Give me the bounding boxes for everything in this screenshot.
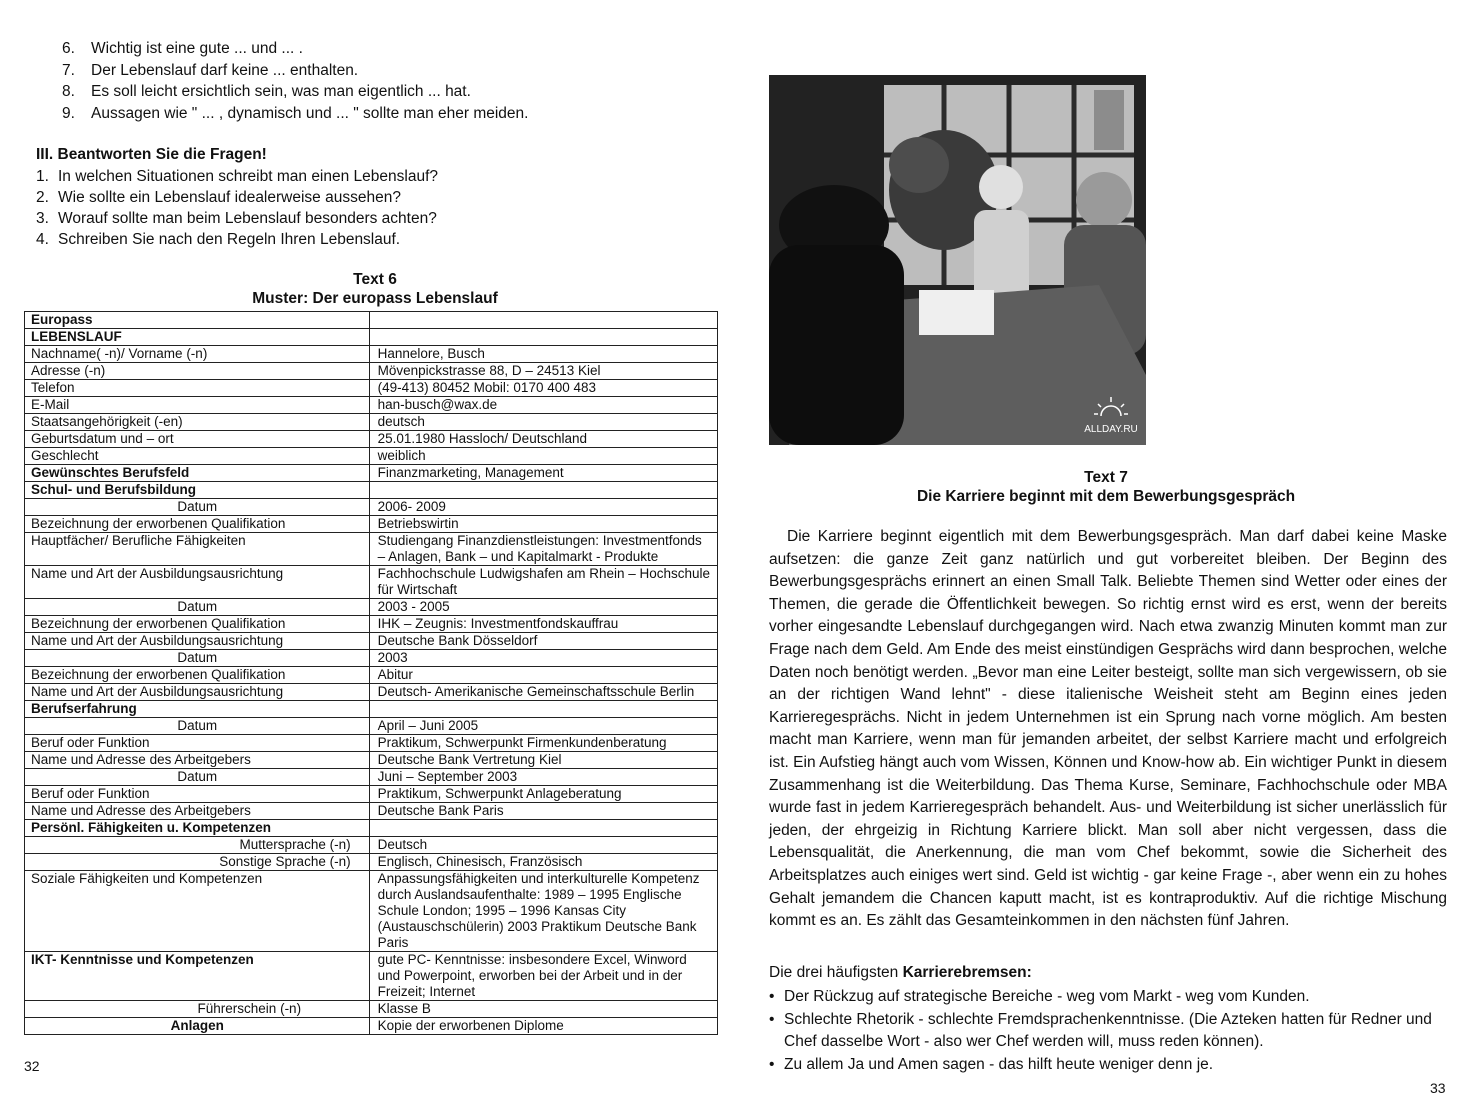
cv-value-cell: Deutsch xyxy=(369,837,717,854)
cv-label-cell: Schul- und Berufsbildung xyxy=(25,482,370,499)
cv-value-cell: Fachhochschule Ludwigshafen am Rhein – Hochschule für Wirtschaft xyxy=(369,566,717,599)
table-row xyxy=(25,854,718,871)
cv-label-cell: Berufserfahrung xyxy=(25,701,370,718)
brake-item: • Schlechte Rhetorik - schlechte Fremdsprachenkenntnisse. (Die Azteken hatten für Redner und Chef dasselbe Wort - also wer Chef werden will, muss reden können). xyxy=(769,1009,1447,1054)
cv-label-cell: E-Mail xyxy=(25,397,370,414)
text6-number: Text 6 xyxy=(353,271,397,288)
cv-value-cell: 25.01.1980 Hassloch/ Deutschland xyxy=(369,431,717,448)
cv-value-cell: Juni – September 2003 xyxy=(369,769,717,786)
cv-label-cell: Geschlecht xyxy=(25,448,370,465)
cv-label-cell: Telefon xyxy=(25,380,370,397)
cv-value-cell: Hannelore, Busch xyxy=(369,346,717,363)
exercise-text: Der Lebenslauf darf keine ... enthalten. xyxy=(91,61,359,79)
table-row xyxy=(25,482,718,499)
cv-value-cell: Deutsche Bank Paris xyxy=(369,803,717,820)
cv-label-cell: Name und Art der Ausbildungsausrichtung xyxy=(25,566,370,599)
table-row xyxy=(25,752,718,769)
cv-value-cell: April – Juni 2005 xyxy=(369,718,717,735)
exercise-number: 6. xyxy=(62,40,75,57)
brake-item: • Zu allem Ja und Amen sagen - das hilft heute weniger denn je. xyxy=(769,1054,1447,1077)
cv-value-cell xyxy=(369,329,717,346)
question-text: Worauf sollte man beim Lebenslauf besonders achten? xyxy=(58,210,437,227)
table-row xyxy=(25,1001,718,1018)
question-item xyxy=(36,166,438,187)
table-row xyxy=(25,701,718,718)
table-row xyxy=(25,312,718,329)
cv-label-cell: Gewünschtes Berufsfeld xyxy=(25,465,370,482)
table-row xyxy=(25,397,718,414)
cv-value-cell: Abitur xyxy=(369,667,717,684)
exercise-item xyxy=(62,38,528,60)
cv-label-cell: Persönl. Fähigkeiten u. Kompetenzen xyxy=(25,820,370,837)
brakes-intro xyxy=(769,964,1032,982)
brake-item: • Der Rückzug auf strategische Bereiche - weg vom Markt - weg vom Kunden. xyxy=(769,986,1447,1009)
cv-label-cell: IKT- Kenntnisse und Kompetenzen xyxy=(25,952,370,1001)
page-number-right: 33 xyxy=(1430,1080,1446,1096)
cv-label-cell: Soziale Fähigkeiten und Kompetenzen xyxy=(25,871,370,952)
cv-label-cell: Beruf oder Funktion xyxy=(25,735,370,752)
cv-label-cell: Anlagen xyxy=(25,1018,370,1035)
cv-value-cell: han-busch@wax.de xyxy=(369,397,717,414)
cv-value-cell xyxy=(369,482,717,499)
table-row xyxy=(25,650,718,667)
table-row xyxy=(25,516,718,533)
text7-body: Die Karriere beginnt eigentlich mit dem Bewerbungsgespräch. Man darf dabei keine Maske aufsetzen: die ganze Zeit ganz natürlich und gut vorbereitet bleiben. Der Beginn des Bewerbungsgesprächs erinnert an einen Small Talk. Beliebte Themen sind Wetter oder eines der Themen, die gerade die Öffentlichkeit bewegen. So richtig ernst wird es erst, wenn der bereits vorher eingesandte Lebenslauf durchgegangen wird. Nach etwa zwanzig Minuten kommt man zur Frage nach dem Geld. Am Ende des meist einstündigen Gesprächs wird dann besprochen, welche Daten noch benötigt werden. „Bevor man eine Leiter besteigt, sollte man sich vergewissern, ob sie an der richtigen Wand lehnt" - diese italienische Weisheit steht am Beginn eines jeden Karrieregesprächs. Nicht in jedem Unternehmen ist ein Sprung nach vorne möglich. Am besten macht man Karriere, wenn man für jemanden arbeitet, der selbst Karriere macht und erfolgreich ist. Ein Aufstieg hängt auch vom Wissen, Können und Know-how ab. Ein wichtiger Punkt in diesem Zusammenhang ist die Weiterbildung. Das Thema Kurse, Seminare, Fachhochschule oder MBA wurde fast in jedem Karrieregespräch behandelt. Aus- und Weiterbildung ist sicher unerlässlich für jeden, der ehrgeizig in Richtung Karriere blickt. Man soll aber nicht vergessen, dass die Lebensqualität, die Anerkennung, die man vom Chef bekommt, sowie die Sicherheit des Arbeitsplatzes auch einiges wert sind. Geld ist wichtig - gar keine Frage -, aber wenn ein zu hohes Gehalt jemandem die Chancen kaputt macht, ist es kontraproduktiv. Auf die richtige Mischung kommt es an. Es zählt das Gesamteinkommen in den nächsten fünf Jahren. xyxy=(769,528,1447,930)
table-row xyxy=(25,718,718,735)
cv-value-cell xyxy=(369,701,717,718)
cv-label-cell: Sonstige Sprache (-n) xyxy=(25,854,370,871)
question-text: In welchen Situationen schreibt man einen Lebenslauf? xyxy=(58,168,439,185)
cv-value-cell: deutsch xyxy=(369,414,717,431)
cv-label-cell: Nachname( -n)/ Vorname (-n) xyxy=(25,346,370,363)
text7-title: Die Karriere beginnt mit dem Bewerbungsgespräch xyxy=(916,488,1296,505)
exercise-item xyxy=(62,103,528,125)
table-row xyxy=(25,769,718,786)
table-row xyxy=(25,431,718,448)
cv-label-cell: Muttersprache (-n) xyxy=(25,837,370,854)
cv-label-cell: Staatsangehörigkeit (-en) xyxy=(25,414,370,431)
section-heading: III. Beantworten Sie die Fragen! xyxy=(36,146,267,163)
table-row xyxy=(25,363,718,380)
cv-value-cell: weiblich xyxy=(369,448,717,465)
cv-label-cell: Datum xyxy=(25,599,370,616)
cv-value-cell: 2003 xyxy=(369,650,717,667)
cv-label-cell: Beruf oder Funktion xyxy=(25,786,370,803)
exercise-number: 8. xyxy=(62,83,75,100)
table-row xyxy=(25,952,718,1001)
exercise-text: Es soll leicht ersichtlich sein, was man eigentlich ... hat. xyxy=(91,83,471,100)
question-text: Schreiben Sie nach den Regeln Ihren Lebenslauf. xyxy=(58,231,401,248)
cv-label-cell: Bezeichnung der erworbenen Qualifikation xyxy=(25,667,370,684)
question-number: 1. xyxy=(36,168,49,185)
photo-watermark: ALLDAY.RU xyxy=(1084,424,1138,435)
table-row xyxy=(25,566,718,599)
exercise-text: Wichtig ist eine gute ... und ... . xyxy=(91,40,303,57)
question-number: 3. xyxy=(36,210,49,227)
table-row xyxy=(25,667,718,684)
table-row xyxy=(25,1018,718,1035)
table-row xyxy=(25,414,718,431)
table-row xyxy=(25,633,718,650)
cv-label-cell: Name und Art der Ausbildungsausrichtung xyxy=(25,633,370,650)
exercise-item xyxy=(62,60,528,82)
page-number-left: 32 xyxy=(24,1058,40,1074)
right-page xyxy=(737,0,1475,1116)
table-row xyxy=(25,803,718,820)
exercise-number: 7. xyxy=(62,61,75,79)
cv-label-cell: Bezeichnung der erworbenen Qualifikation xyxy=(25,516,370,533)
table-row xyxy=(25,735,718,752)
cv-label-cell: Name und Adresse des Arbeitgebers xyxy=(25,752,370,769)
question-item xyxy=(36,187,438,208)
exercise-list xyxy=(62,38,528,124)
table-row xyxy=(25,786,718,803)
cv-label-cell: Europass xyxy=(25,312,370,329)
brakes-intro-bold: Karrierebremsen: xyxy=(902,964,1032,981)
text6-title: Muster: Der europass Lebenslauf xyxy=(252,290,498,307)
cv-label-cell: Name und Adresse des Arbeitgebers xyxy=(25,803,370,820)
cv-value-cell xyxy=(369,820,717,837)
table-row xyxy=(25,837,718,854)
cv-label-cell: LEBENSLAUF xyxy=(25,329,370,346)
cv-value-cell: 2003 - 2005 xyxy=(369,599,717,616)
table-row xyxy=(25,616,718,633)
cv-value-cell: Deutsche Bank Vertretung Kiel xyxy=(369,752,717,769)
cv-label-cell: Adresse (-n) xyxy=(25,363,370,380)
cv-value-cell xyxy=(369,312,717,329)
cv-label-cell: Datum xyxy=(25,718,370,735)
cv-value-cell: (49-413) 80452 Mobil: 0170 400 483 xyxy=(369,380,717,397)
exercise-text: Aussagen wie " ... , dynamisch und ... " sollte man eher meiden. xyxy=(91,104,529,122)
cv-label-cell: Geburtsdatum und – ort xyxy=(25,431,370,448)
cv-value-cell: Kopie der erworbenen Diplome xyxy=(369,1018,717,1035)
table-row xyxy=(25,599,718,616)
cv-value-cell: 2006- 2009 xyxy=(369,499,717,516)
question-number: 2. xyxy=(36,189,49,206)
cv-value-cell: Finanzmarketing, Management xyxy=(369,465,717,482)
cv-value-cell: gute PC- Kenntnisse: insbesondere Excel, Winword und Powerpoint, erworben bei der Arbeit und in der Freizeit; Internet xyxy=(369,952,717,1001)
text7-number: Text 7 xyxy=(1084,469,1128,486)
table-row xyxy=(25,499,718,516)
cv-label-cell: Name und Art der Ausbildungsausrichtung xyxy=(25,684,370,701)
cv-value-cell: Praktikum, Schwerpunkt Firmenkundenberatung xyxy=(369,735,717,752)
brakes-list xyxy=(769,986,1447,1076)
question-item xyxy=(36,229,438,250)
cv-value-cell: IHK – Zeugnis: Investmentfondskauffrau xyxy=(369,616,717,633)
cv-label-cell: Führerschein (-n) xyxy=(25,1001,370,1018)
cv-label-cell: Datum xyxy=(25,650,370,667)
table-row xyxy=(25,820,718,837)
brakes-intro-text: Die drei häufigsten xyxy=(769,964,899,981)
cv-value-cell: Anpassungsfähigkeiten und interkulturelle Kompetenz durch Auslandsaufenthalte: 1989 – 1995 Englische Schule London; 1995 – 1996 Kansas City (Austauschschülerin) 2003 Praktikum Deutsche Bank Paris xyxy=(369,871,717,952)
cv-label-cell: Datum xyxy=(25,499,370,516)
cv-label-cell: Datum xyxy=(25,769,370,786)
cv-value-cell: Mövenpickstrasse 88, D – 24513 Kiel xyxy=(369,363,717,380)
table-row xyxy=(25,684,718,701)
cv-value-cell: Klasse B xyxy=(369,1001,717,1018)
left-page xyxy=(0,0,735,1116)
cv-label-cell: Bezeichnung der erworbenen Qualifikation xyxy=(25,616,370,633)
table-row xyxy=(25,871,718,952)
table-row xyxy=(25,533,718,566)
office-meeting-photo xyxy=(769,75,1146,445)
photo-illustration xyxy=(769,75,1146,445)
question-list xyxy=(36,166,438,250)
cv-value-cell: Deutsche Bank Dösseldorf xyxy=(369,633,717,650)
cv-table xyxy=(24,311,718,1035)
cv-label-cell: Hauptfächer/ Berufliche Fähigkeiten xyxy=(25,533,370,566)
cv-value-cell: Praktikum, Schwerpunkt Anlageberatung xyxy=(369,786,717,803)
exercise-item xyxy=(62,81,528,103)
question-text: Wie sollte ein Lebenslauf idealerweise aussehen? xyxy=(58,189,401,206)
cv-value-cell: Deutsch- Amerikanische Gemeinschaftsschule Berlin xyxy=(369,684,717,701)
text7-heading xyxy=(737,468,1475,506)
table-row xyxy=(25,448,718,465)
cv-value-cell: Studiengang Finanzdienstleistungen: Investmentfonds – Anlagen, Bank – und Kapitalmarkt - Produkte xyxy=(369,533,717,566)
table-row xyxy=(25,346,718,363)
table-row xyxy=(25,329,718,346)
text6-heading xyxy=(30,270,720,308)
question-item xyxy=(36,208,438,229)
cv-value-cell: Betriebswirtin xyxy=(369,516,717,533)
question-number: 4. xyxy=(36,231,49,248)
exercise-number: 9. xyxy=(62,104,75,122)
table-row xyxy=(25,465,718,482)
table-row xyxy=(25,380,718,397)
cv-value-cell: Englisch, Chinesisch, Französisch xyxy=(369,854,717,871)
